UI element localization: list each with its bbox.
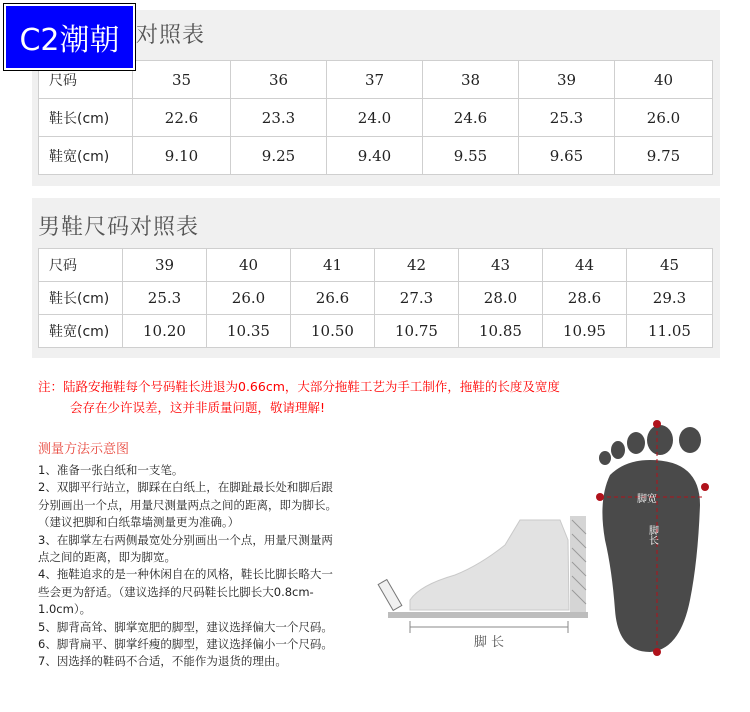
step-line: （建议把脚和白纸靠墙测量更为准确。） — [38, 515, 240, 530]
header-cell: 尺码 — [39, 249, 123, 282]
header-cell: 41 — [291, 249, 375, 282]
side-view-illustration — [378, 516, 588, 650]
table-cell: 24.6 — [423, 99, 519, 137]
toe — [627, 432, 645, 454]
step-line: 5、脚背高耸、脚掌宽肥的脚型，建议选择偏大一个尺码。 — [38, 619, 333, 634]
header-cell: 42 — [375, 249, 459, 282]
footprint-illustration — [596, 420, 709, 656]
header-cell: 36 — [231, 61, 327, 99]
table-cell: 9.10 — [133, 137, 231, 175]
table-cell: 9.40 — [327, 137, 423, 175]
header-cell: 39 — [123, 249, 207, 282]
step-line: 些会更为舒适。（建议选择的尺码鞋长比脚长大0.8cm- — [38, 584, 314, 599]
table-cell: 10.85 — [459, 315, 543, 348]
table-cell: 26.0 — [207, 282, 291, 315]
foot-side-shape — [410, 520, 569, 610]
table-cell: 29.3 — [627, 282, 713, 315]
table-cell: 11.05 — [627, 315, 713, 348]
marker-point — [653, 420, 661, 428]
toe — [599, 451, 611, 465]
header-cell: 44 — [543, 249, 627, 282]
table-cell: 9.25 — [231, 137, 327, 175]
table-cell: 鞋宽(cm) — [39, 315, 123, 348]
toe — [679, 427, 701, 453]
table-cell: 10.95 — [543, 315, 627, 348]
marker-point — [653, 648, 661, 656]
toe — [611, 441, 625, 459]
table-cell: 28.0 — [459, 282, 543, 315]
note-line-2: 会存在少许误差，这并非质量问题，敬请理解! — [70, 400, 326, 415]
pencil-icon — [378, 580, 402, 611]
header-cell: 39 — [519, 61, 615, 99]
table-cell: 10.50 — [291, 315, 375, 348]
table-cell: 25.3 — [519, 99, 615, 137]
step-line: 4、拖鞋追求的是一种休闲自在的风格，鞋长比脚长略大一 — [38, 567, 333, 582]
table-cell: 10.20 — [123, 315, 207, 348]
foot-length-label: 脚长 — [646, 525, 658, 545]
step-line: 2、双脚平行站立，脚踩在白纸上，在脚趾最长处和脚后跟 — [38, 480, 333, 495]
table-cell: 9.65 — [519, 137, 615, 175]
header-cell: 38 — [423, 61, 519, 99]
table-cell: 10.75 — [375, 315, 459, 348]
header-cell: 43 — [459, 249, 543, 282]
table-cell: 9.55 — [423, 137, 519, 175]
table-cell: 10.35 — [207, 315, 291, 348]
header-cell: 45 — [627, 249, 713, 282]
measure-title: 测量方法示意图 — [38, 442, 130, 457]
table-cell: 25.3 — [123, 282, 207, 315]
header-cell: 40 — [615, 61, 713, 99]
table-cell: 22.6 — [133, 99, 231, 137]
men-table-title: 男鞋尺码对照表 — [38, 215, 200, 240]
table-cell: 鞋宽(cm) — [39, 137, 133, 175]
step-line: 点之间的距离，即为脚宽。 — [38, 550, 176, 565]
table-cell: 23.3 — [231, 99, 327, 137]
header-cell: 尺码 — [39, 61, 133, 99]
brand-badge: C2潮朝 — [4, 4, 135, 70]
table-cell: 26.6 — [291, 282, 375, 315]
foot-width-label: 脚宽 — [637, 494, 657, 505]
women-table-title: 对照表 — [136, 23, 206, 48]
table-cell: 24.0 — [327, 99, 423, 137]
table-cell: 鞋长(cm) — [39, 99, 133, 137]
side-length-label: 脚 长 — [473, 635, 505, 650]
step-line: 7、因选择的鞋码不合适，不能作为退货的理由。 — [38, 654, 287, 669]
step-line: 1.0cm）。 — [38, 602, 92, 617]
wall — [570, 516, 586, 612]
header-cell: 37 — [327, 61, 423, 99]
step-line: 6、脚背扁平、脚掌纤瘦的脚型，建议选择偏小一个尺码。 — [38, 637, 333, 652]
header-cell: 35 — [133, 61, 231, 99]
floor — [388, 612, 588, 618]
step-line: 分别画出一个点，用量尺测量两点之间的距离，即为脚长。 — [38, 497, 337, 512]
marker-point — [701, 483, 709, 491]
header-cell: 40 — [207, 249, 291, 282]
table-cell: 9.75 — [615, 137, 713, 175]
table-cell: 26.0 — [615, 99, 713, 137]
toe — [647, 425, 673, 455]
foot-sole-shape — [602, 460, 700, 652]
table-cell: 鞋长(cm) — [39, 282, 123, 315]
note-line-1: 注：陆路安拖鞋每个号码鞋长进退为0.66cm，大部分拖鞋工艺为手工制作，拖鞋的长度及宽度 — [38, 379, 560, 394]
marker-point — [596, 493, 604, 501]
table-cell: 28.6 — [543, 282, 627, 315]
step-line: 3、在脚掌左右两侧最宽处分别画出一个点，用量尺测量两 — [38, 532, 333, 547]
step-line: 1、准备一张白纸和一支笔。 — [38, 463, 184, 477]
table-cell: 27.3 — [375, 282, 459, 315]
